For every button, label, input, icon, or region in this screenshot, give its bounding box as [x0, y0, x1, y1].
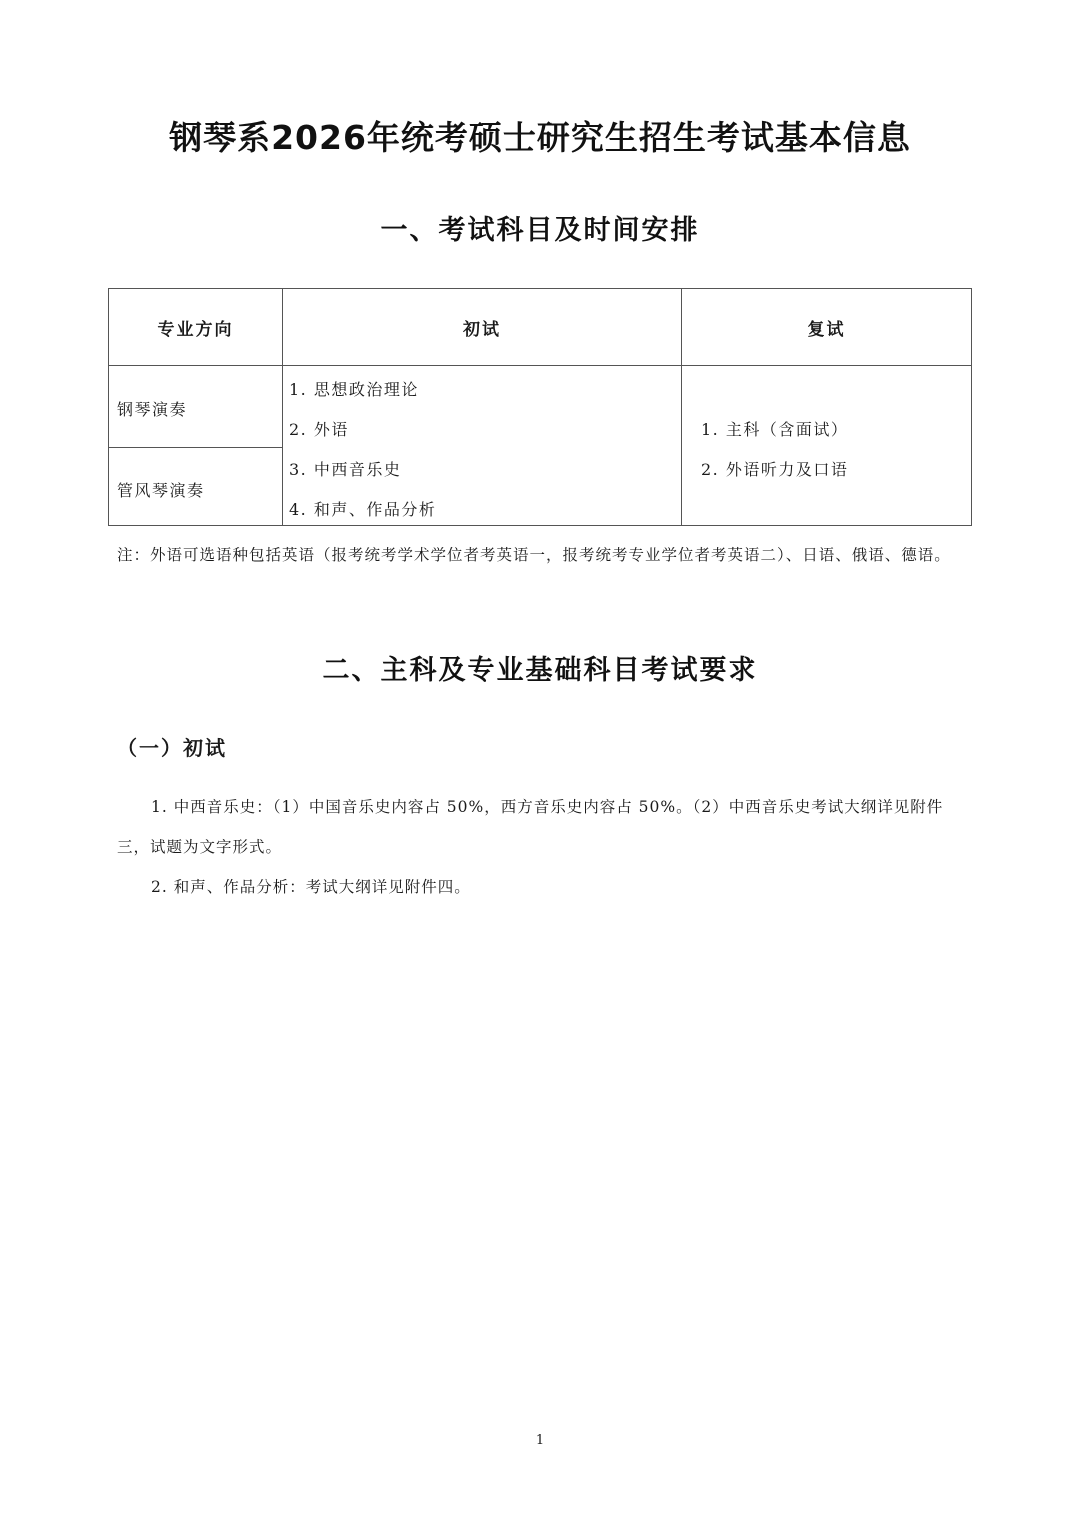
table-divider	[109, 447, 282, 448]
table-header-retest: 复试	[807, 319, 846, 340]
language-note: 注：外语可选语种包括英语（报考统考学术学位者考英语一，报考统考专业学位者考英语二）、日语、俄语、德语。	[117, 546, 951, 564]
retest-subject-item: 1. 主科（含面试）	[701, 420, 849, 439]
retest-subject-item: 2. 外语听力及口语	[701, 460, 849, 479]
document-title: 钢琴系2026年统考硕士研究生招生考试基本信息	[169, 118, 911, 157]
table-cell-direction: 钢琴演奏	[117, 400, 188, 419]
table-header-direction: 专业方向	[157, 319, 234, 340]
section-heading-exam-subjects: 一、考试科目及时间安排	[380, 215, 700, 246]
table-divider	[109, 365, 971, 366]
table-cell-direction: 管风琴演奏	[117, 481, 205, 500]
preliminary-subject-item: 4. 和声、作品分析	[289, 500, 437, 519]
preliminary-subject-item: 3. 中西音乐史	[289, 460, 402, 479]
table-header-preliminary: 初试	[463, 319, 501, 340]
page-number: 1	[535, 1433, 545, 1448]
preliminary-subject-item: 2. 外语	[289, 420, 349, 439]
requirement-paragraph: 2. 和声、作品分析：考试大纲详见附件四。	[151, 878, 471, 896]
requirement-paragraph: 1. 中西音乐史：（1）中国音乐史内容占 50%，西方音乐史内容占 50%。（2）中西音乐史考试大纲详见附件三，试题为文字形式。	[117, 798, 944, 856]
preliminary-subject-item: 1. 思想政治理论	[289, 380, 419, 399]
section-heading-requirements: 二、主科及专业基础科目考试要求	[322, 655, 758, 686]
exam-schedule-table	[108, 288, 972, 526]
subsection-heading-preliminary: （一）初试	[117, 736, 227, 760]
